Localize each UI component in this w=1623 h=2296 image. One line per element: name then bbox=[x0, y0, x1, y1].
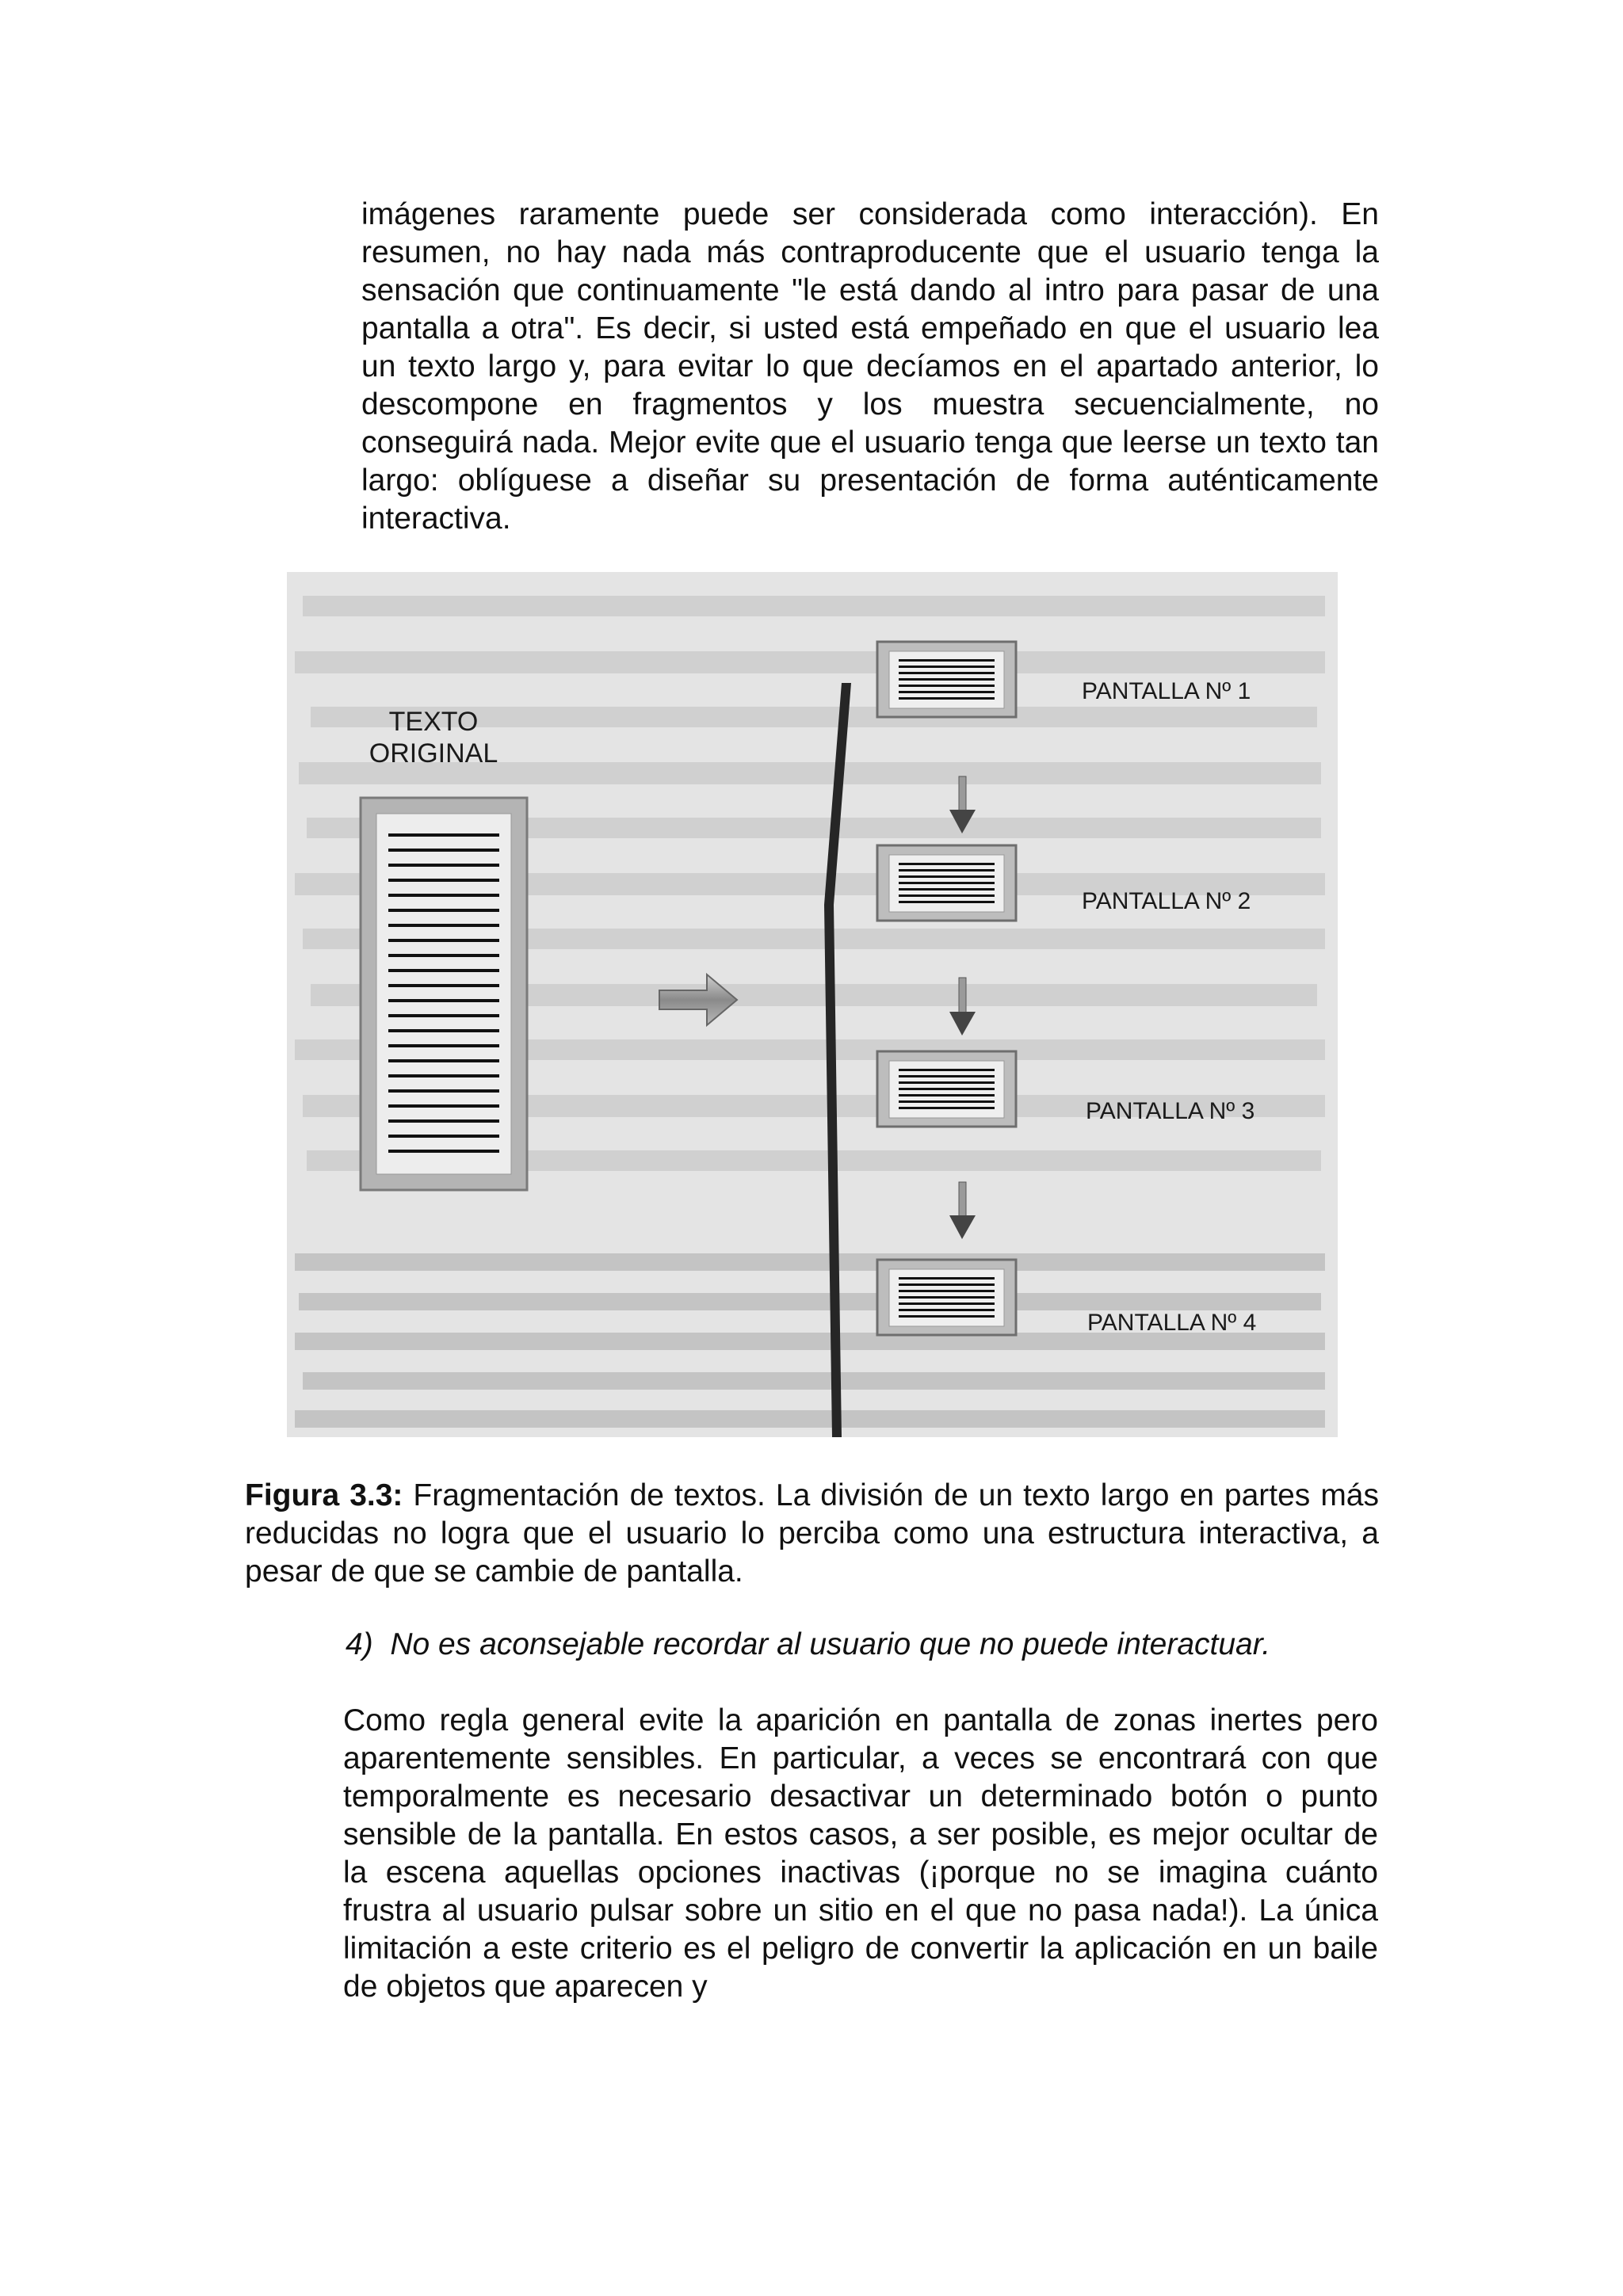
text-line bbox=[899, 659, 995, 662]
text-line bbox=[388, 1119, 499, 1123]
text-line bbox=[899, 869, 995, 871]
screen-1 bbox=[877, 642, 1016, 717]
text-line bbox=[899, 678, 995, 681]
text-line bbox=[388, 909, 499, 912]
screen-1-label: PANTALLA Nº 1 bbox=[1082, 678, 1251, 704]
text-line bbox=[388, 999, 499, 1002]
screen-2-label: PANTALLA Nº 2 bbox=[1082, 888, 1251, 914]
screen-4-label: PANTALLA Nº 4 bbox=[1087, 1310, 1257, 1336]
list-item-4 bbox=[346, 1626, 1376, 1664]
text-line bbox=[388, 894, 499, 897]
text-line bbox=[899, 901, 995, 903]
text-line bbox=[388, 1089, 499, 1093]
original-label-line2: ORIGINAL bbox=[369, 738, 498, 769]
text-line bbox=[899, 1309, 995, 1311]
text-line bbox=[388, 969, 499, 972]
original-label-line1: TEXTO bbox=[388, 707, 479, 737]
text-line bbox=[388, 1104, 499, 1108]
text-line bbox=[899, 1088, 995, 1090]
text-line bbox=[388, 849, 499, 852]
text-line bbox=[899, 685, 995, 687]
text-line bbox=[899, 1277, 995, 1280]
text-line bbox=[899, 1315, 995, 1318]
text-line bbox=[388, 1150, 499, 1153]
text-line bbox=[388, 1029, 499, 1032]
text-line bbox=[899, 1094, 995, 1097]
text-line bbox=[899, 1100, 995, 1103]
screen-4 bbox=[877, 1260, 1016, 1335]
text-line bbox=[899, 1283, 995, 1286]
text-line bbox=[899, 1075, 995, 1077]
text-line bbox=[388, 1059, 499, 1062]
text-line bbox=[388, 833, 499, 837]
text-line bbox=[899, 672, 995, 674]
text-line bbox=[899, 863, 995, 865]
list-item-text: No es aconsejable recordar al usuario que no puede interactuar. bbox=[390, 1627, 1271, 1661]
text-line bbox=[899, 697, 995, 700]
text-line bbox=[899, 691, 995, 693]
text-line bbox=[899, 882, 995, 884]
text-line bbox=[388, 939, 499, 942]
caption-text: Fragmentación de textos. La división de un texto largo en partes más reducidas no logra que el usuario lo perciba como una estructura interactiva, a pesar de que se cambie de pantalla. bbox=[245, 1478, 1379, 1589]
text-line bbox=[388, 954, 499, 957]
text-line bbox=[899, 1081, 995, 1084]
text-line bbox=[388, 879, 499, 882]
paragraph-top: imágenes raramente puede ser considerada como interacción). En resumen, no hay nada más contraproducente que el usuario tenga la sensación que continuamente "le está dando al intro para pasar de una pantalla a otra". Es decir, si usted está empeñado en que el usuario lea un texto largo y, para evitar lo que decíamos en el apartado anterior, lo descompone en fragmentos y los muestra secuencialmente, no conseguirá nada. Mejor evite que el usuario tenga que leerse un texto tan largo: oblíguese a diseñar su presentación de forma auténticamente interactiva. bbox=[361, 197, 1379, 536]
text-line bbox=[899, 666, 995, 668]
caption-label: Figura 3.3: bbox=[245, 1478, 403, 1512]
text-line bbox=[899, 1302, 995, 1305]
text-line bbox=[899, 1069, 995, 1071]
screen-3 bbox=[877, 1051, 1016, 1127]
text-line bbox=[899, 894, 995, 897]
list-item-number: 4) bbox=[346, 1627, 373, 1661]
text-line bbox=[899, 1107, 995, 1109]
text-line bbox=[388, 1044, 499, 1047]
figure-caption bbox=[245, 1477, 1379, 1591]
text-line bbox=[388, 984, 499, 987]
screen-2 bbox=[877, 845, 1016, 921]
text-line bbox=[899, 1290, 995, 1292]
screen-3-label: PANTALLA Nº 3 bbox=[1086, 1098, 1255, 1124]
text-line bbox=[388, 1014, 499, 1017]
paragraph-bottom: Como regla general evite la aparición en pantalla de zonas inertes pero aparentemente sensibles. En particular, a veces se encontrará con que temporalmente es necesario desactivar un determinado botón o punto sensible de la pantalla. En estos casos, a ser posible, es mejor ocultar de la escena aquellas opciones inactivas (¡porque no se imagina cuánto frustra al usuario pulsar sobre un sitio en el que no pasa nada!). La única limitación a este criterio es el peligro de convertir la aplicación en un baile de objetos que aparecen y bbox=[343, 1703, 1378, 2004]
text-line bbox=[899, 875, 995, 878]
text-line bbox=[388, 864, 499, 867]
text-line bbox=[388, 924, 499, 927]
text-line bbox=[388, 1135, 499, 1138]
figure-text-fragmentation bbox=[287, 572, 1338, 1437]
text-line bbox=[899, 888, 995, 891]
text-line bbox=[388, 1074, 499, 1077]
text-line bbox=[899, 1296, 995, 1299]
original-document bbox=[361, 798, 527, 1190]
